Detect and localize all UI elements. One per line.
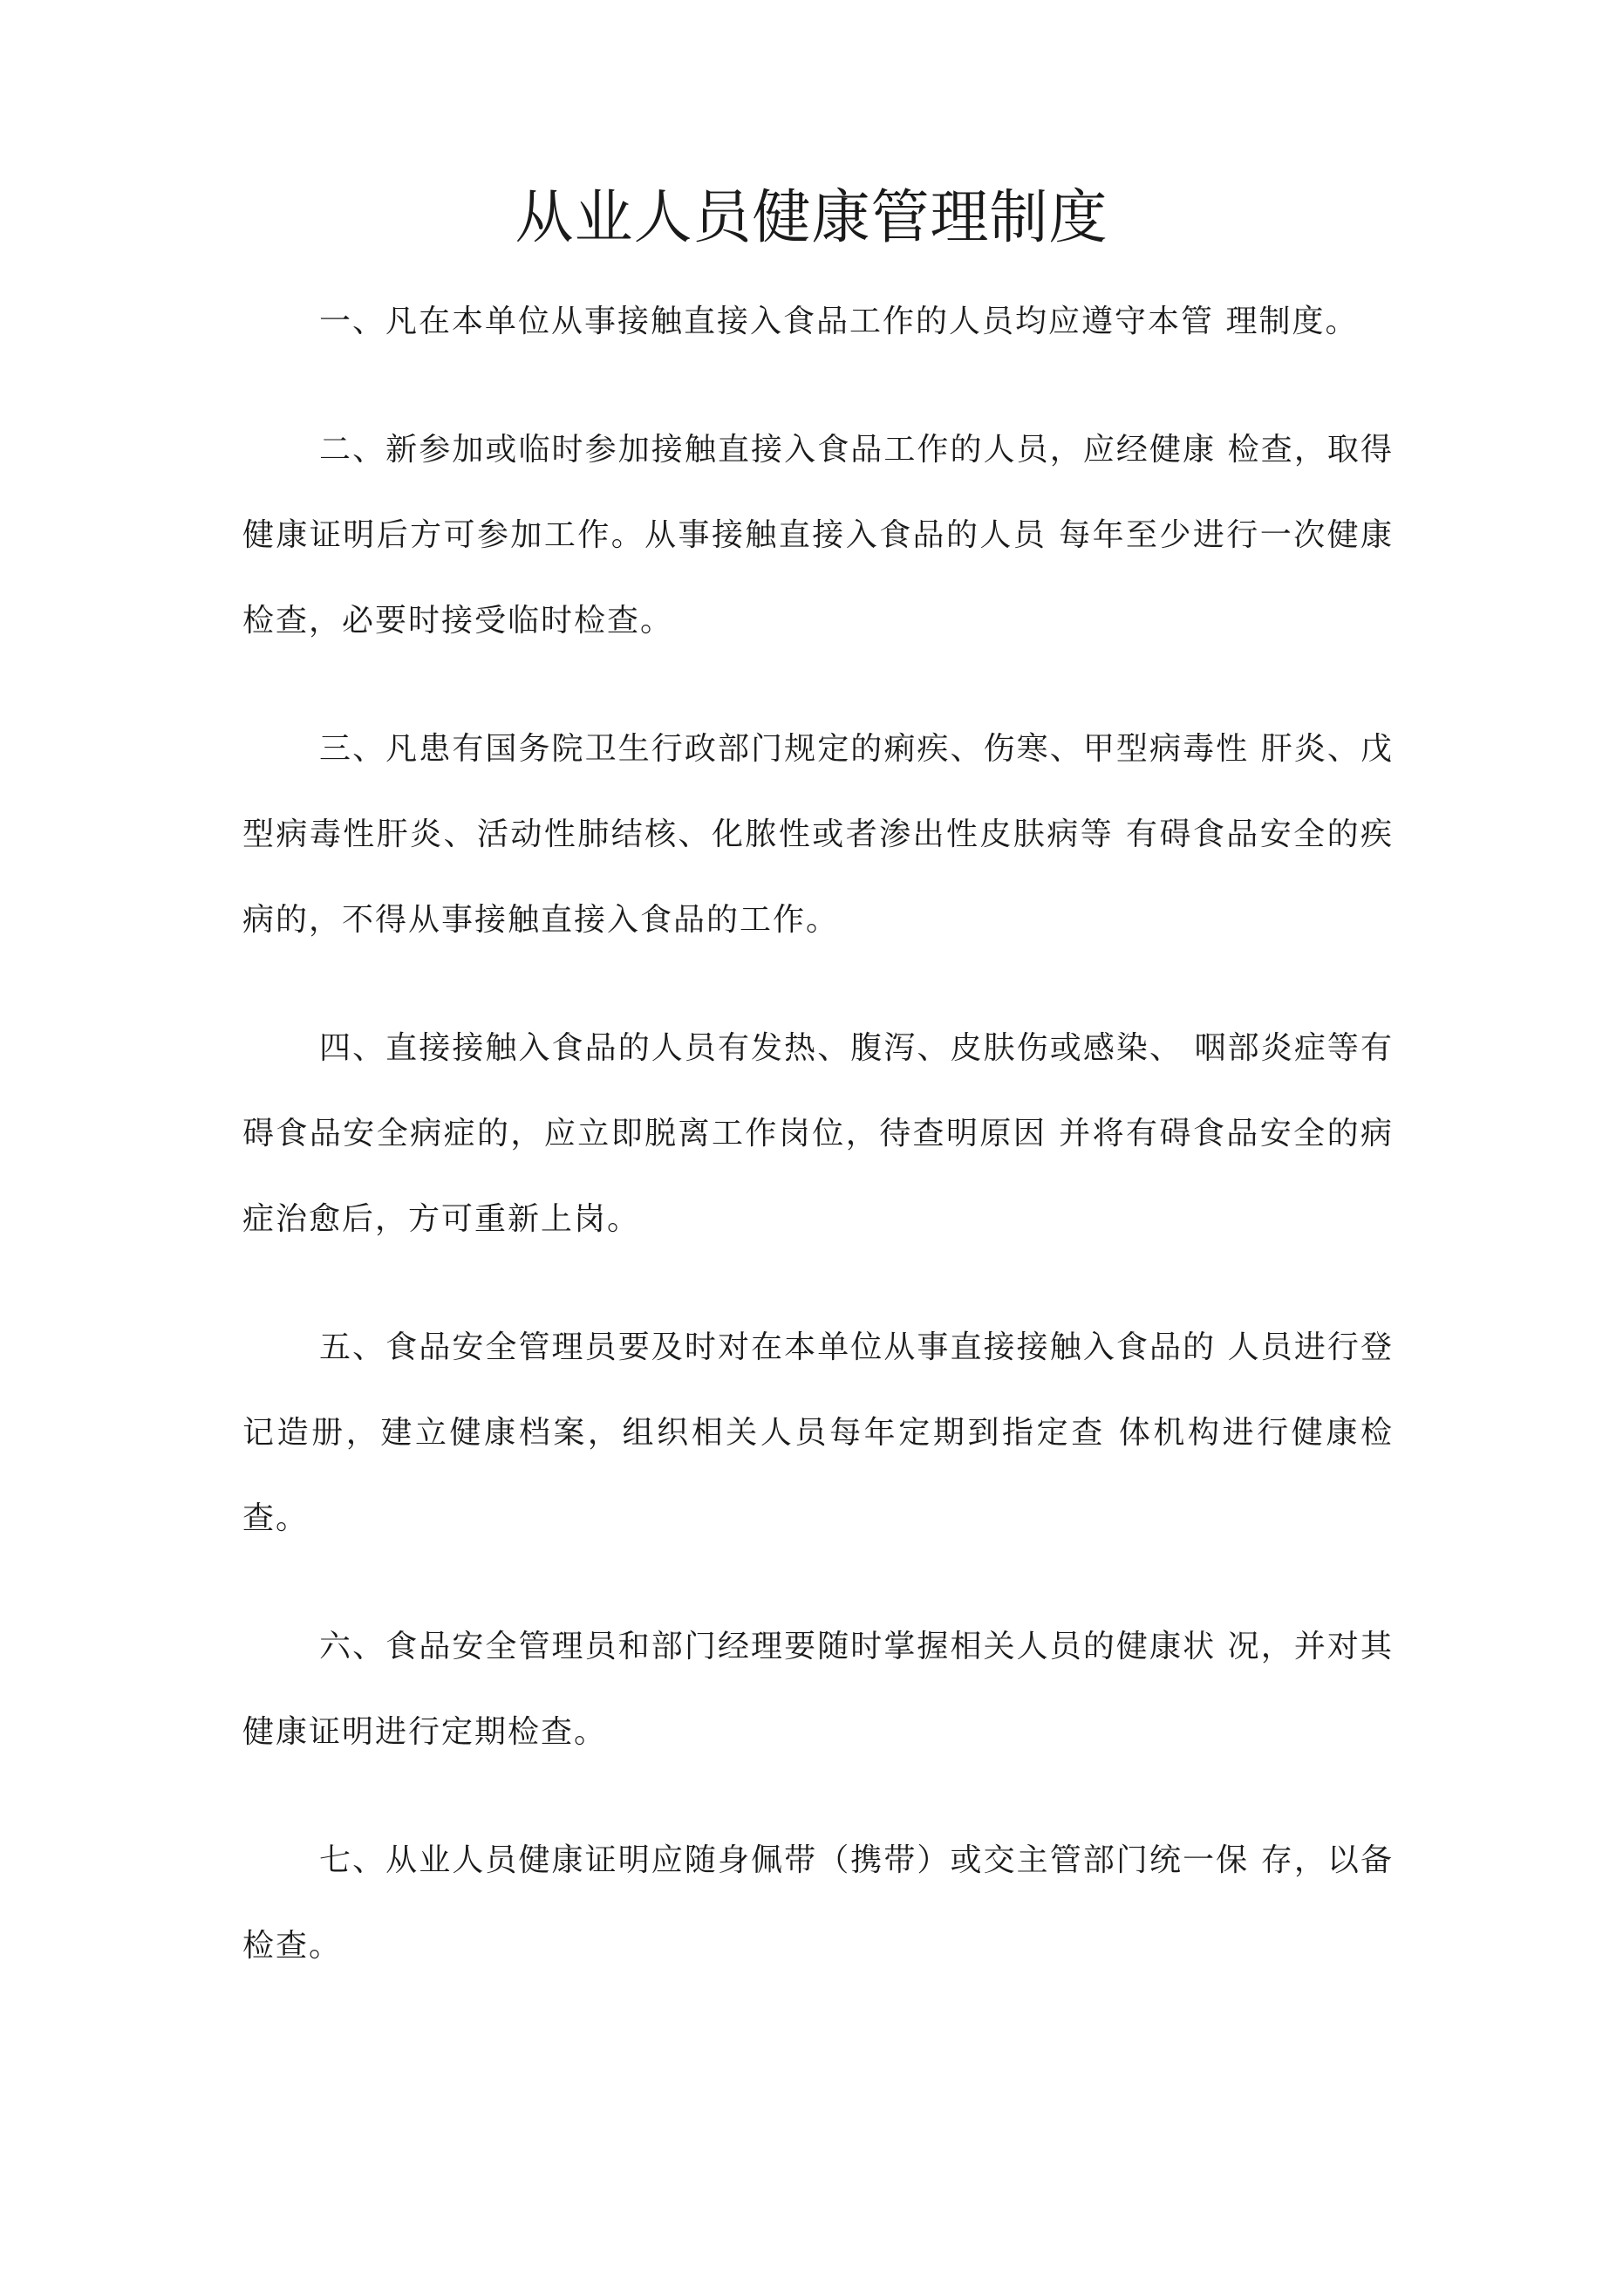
paragraph-2: 二、新参加或临时参加接触直接入食品工作的人员，应经健康 检查，取得健康证明后方可参加工作。从事接触直接入食品的人员 每年至少进行一次健康检查，必要时接受临时检查。: [242, 432, 1394, 639]
paragraph-4: 四、直接接触入食品的人员有发热、腹泻、皮肤伤或感染、 咽部炎症等有碍食品安全病症的，应立即脱离工作岗位，待查明原因 并将有碍食品安全的病症治愈后，方可重新上岗。: [242, 1030, 1394, 1237]
document-body: [242, 279, 1394, 2032]
paragraph-7: 七、从业人员健康证明应随身佩带（携带）或交主管部门统一保 存，以备检查。: [242, 1842, 1394, 1964]
document-title: 从业人员健康管理制度: [515, 183, 1108, 251]
paragraph-5: 五、食品安全管理员要及时对在本单位从事直接接触入食品的 人员进行登记造册，建立健康档案，组织相关人员每年定期到指定查 体机构进行健康检查。: [242, 1329, 1394, 1536]
paragraph-6: 六、食品安全管理员和部门经理要随时掌握相关人员的健康状 况，并对其健康证明进行定期检查。: [242, 1629, 1394, 1750]
paragraph-3: 三、凡患有国务院卫生行政部门规定的痢疾、伤寒、甲型病毒性 肝炎、戊型病毒性肝炎、活动性肺结核、化脓性或者渗出性皮肤病等 有碍食品安全的疾病的，不得从事接触直接入食品的工作。: [242, 731, 1394, 938]
paragraph-1: 一、凡在本单位从事接触直接入食品工作的人员均应遵守本管 理制度。: [319, 304, 1359, 339]
